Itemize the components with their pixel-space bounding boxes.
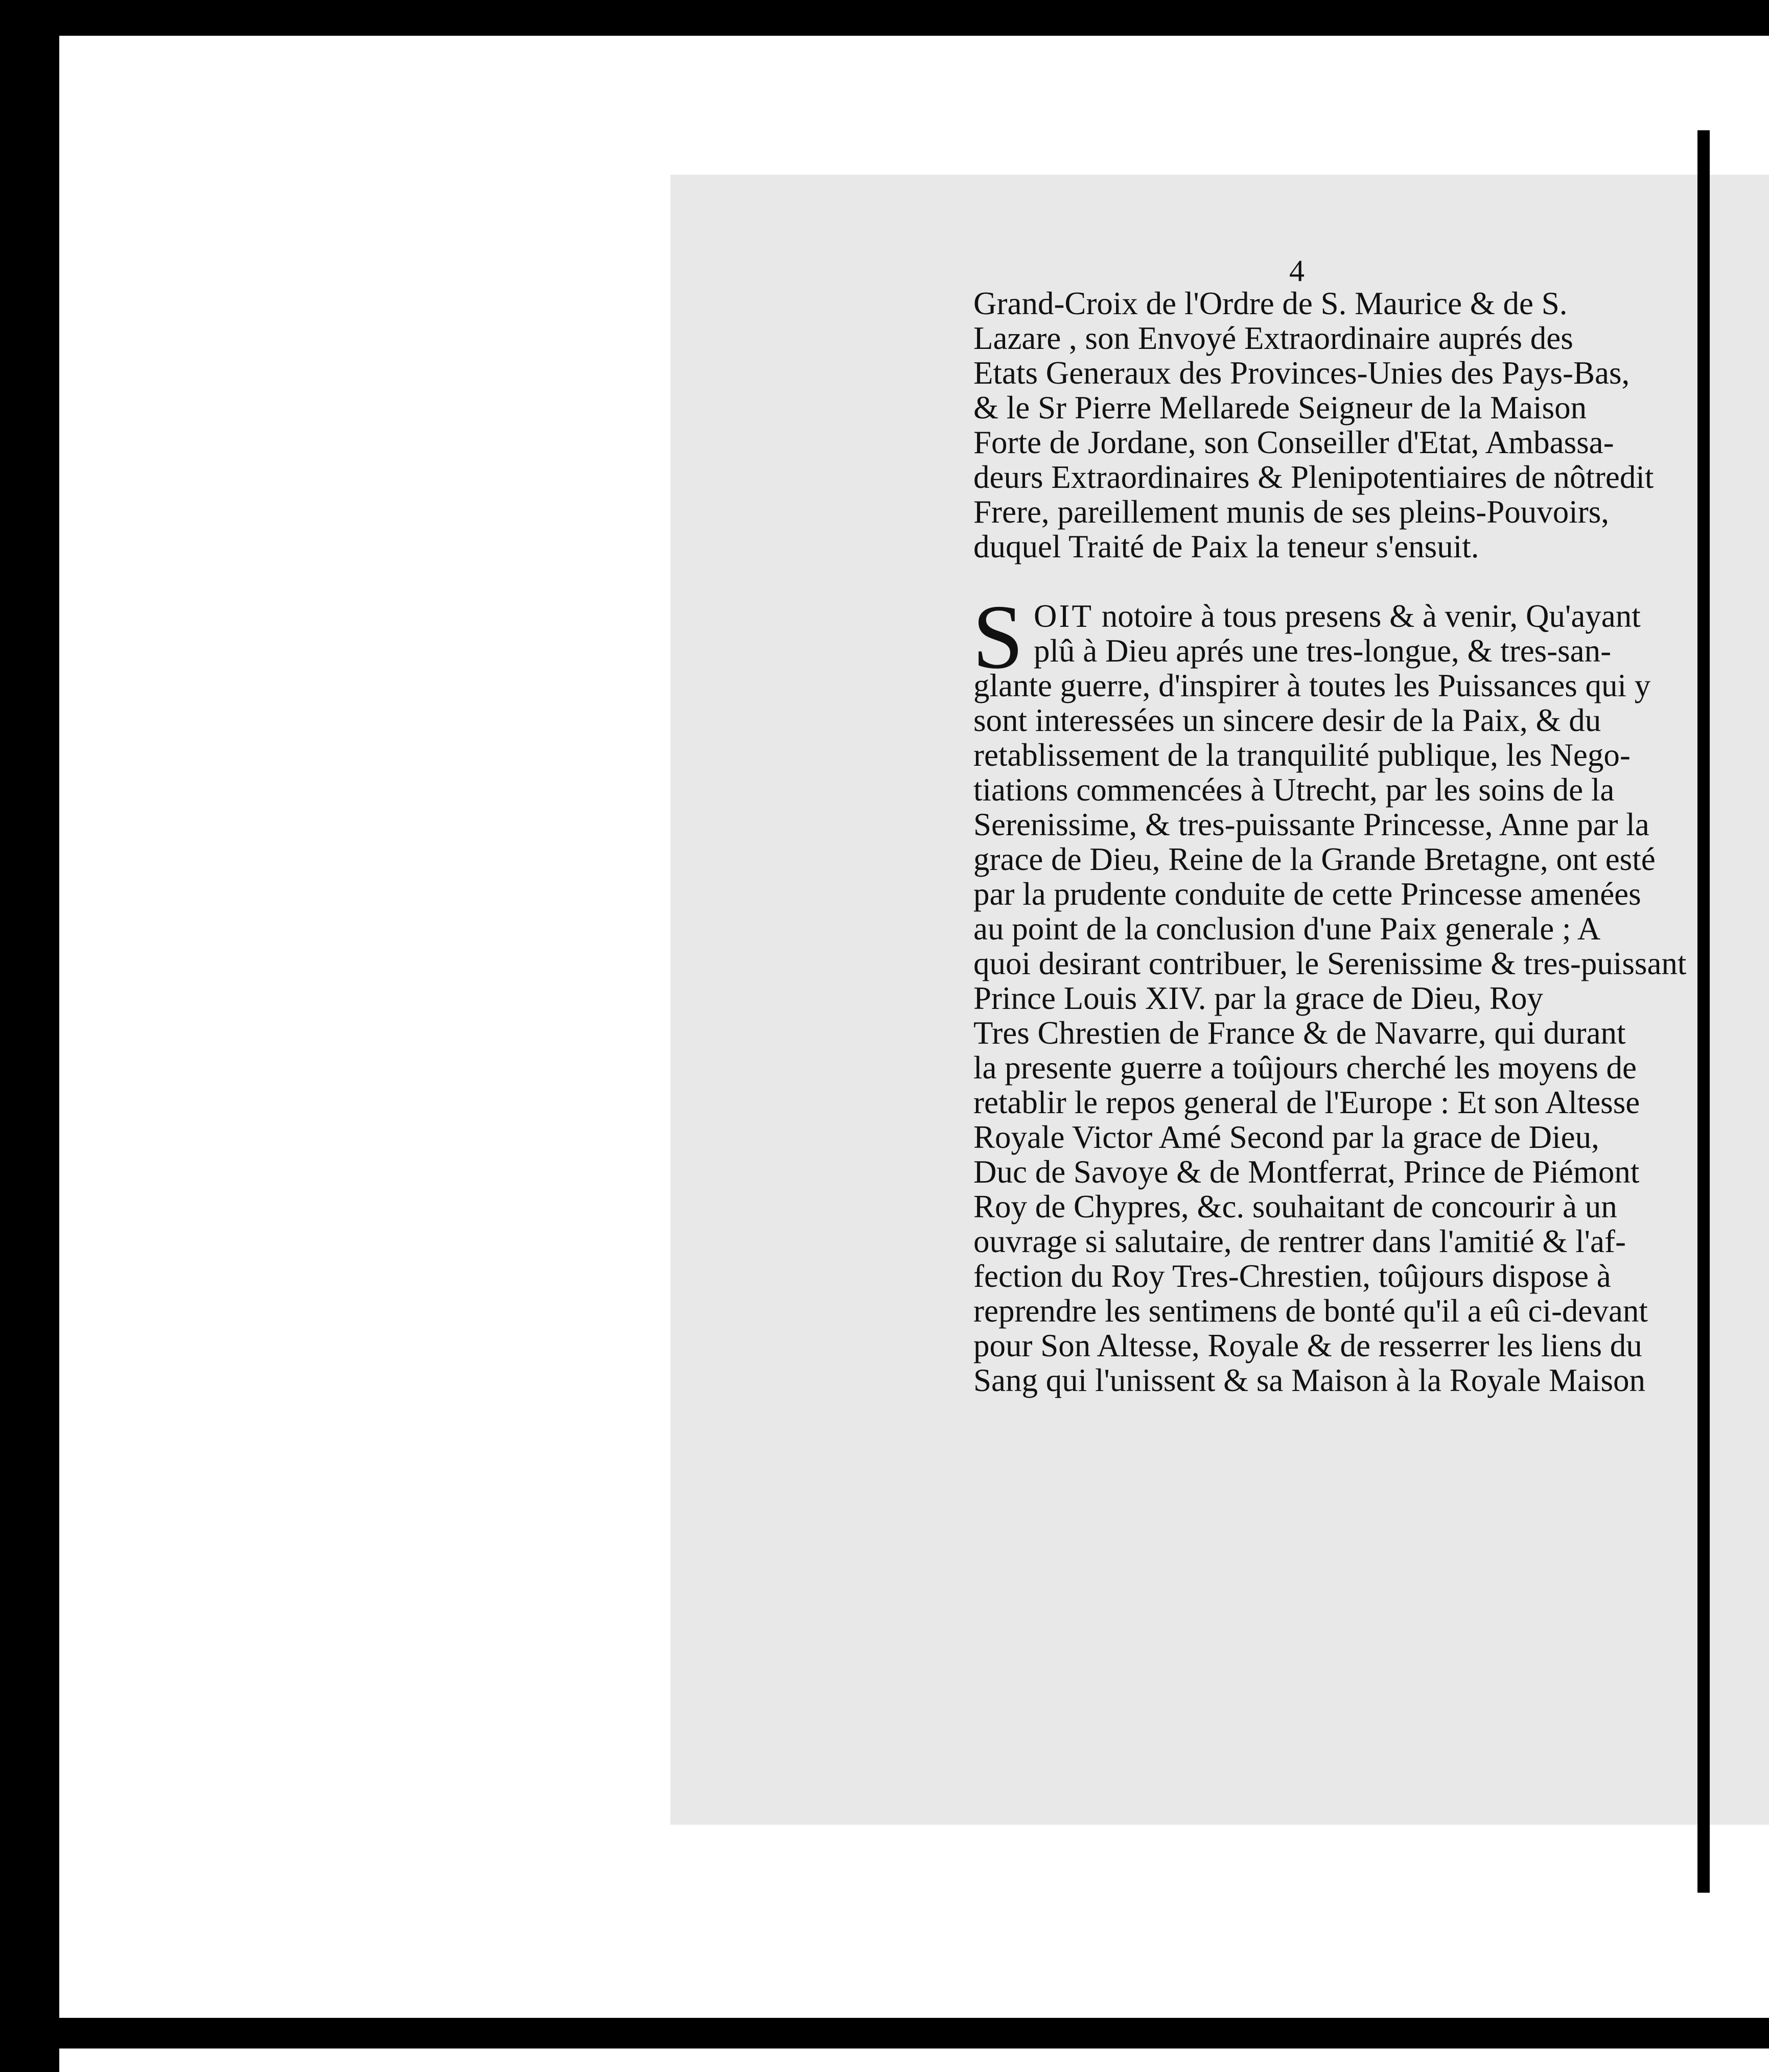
text-line: Grand-Croix de l'Ordre de S. Maurice & de S. bbox=[973, 286, 1568, 321]
next-page-strip bbox=[59, 2049, 1769, 2072]
text-line: Prince Louis XIV. par la grace de Dieu, Roy bbox=[973, 980, 1544, 1016]
text-line: & le Sr Pierre Mellarede Seigneur de la Maison bbox=[973, 390, 1587, 426]
text-line bbox=[973, 599, 1714, 633]
text-line: retablissement de la tranquilité publique, les Nego- bbox=[973, 737, 1631, 773]
text-line: quoi desirant contribuer, le Serenissime & tres-puissant bbox=[973, 946, 1687, 981]
text-line: Forte de Jordane, son Conseiller d'Etat, Ambassa- bbox=[973, 425, 1614, 460]
paragraph bbox=[972, 586, 1714, 1398]
text-line: fection du Roy Tres-Chrestien, toûjours dispose à bbox=[973, 1258, 1611, 1294]
text-line: glante guerre, d'inspirer à toutes les Puissances qui y bbox=[973, 668, 1651, 703]
page-number: 4 bbox=[1289, 254, 1305, 288]
document-text bbox=[972, 254, 1714, 1398]
first-word-caps: OIT bbox=[1034, 598, 1093, 634]
text-line: Royale Victor Amé Second par la grace de Dieu, bbox=[973, 1119, 1599, 1155]
paragraph-gap bbox=[973, 564, 1714, 599]
text-line-rest: notoire à tous presens & à venir, Qu'ayant bbox=[1101, 598, 1641, 634]
text-line: Duc de Savoye & de Montferrat, Prince de Piémont bbox=[973, 1154, 1640, 1190]
text-line: Lazare , son Envoyé Extraordinaire auprés des bbox=[973, 320, 1573, 356]
text-line: plû à Dieu aprés une tres-longue, & tres-san- bbox=[1034, 633, 1612, 669]
text-line: Frere, pareillement munis de ses pleins-Pouvoirs, bbox=[973, 494, 1610, 530]
text-line: duquel Traité de Paix la teneur s'ensuit. bbox=[973, 529, 1479, 564]
text-line: tiations commencées à Utrecht, par les soins de la bbox=[973, 772, 1615, 808]
text-line: grace de Dieu, Reine de la Grande Bretagne, ont esté bbox=[973, 841, 1656, 877]
text-line: Serenissime, & tres-puissante Princesse, Anne par la bbox=[973, 807, 1649, 842]
text-line: retablir le repos general de l'Europe : Et son Altesse bbox=[973, 1085, 1640, 1120]
drop-capital: S bbox=[972, 586, 1024, 688]
text-line: par la prudente conduite de cette Princesse amenées bbox=[973, 876, 1641, 912]
text-line: Roy de Chypres, &c. souhaitant de concourir à un bbox=[973, 1189, 1617, 1225]
text-line: la presente guerre a toûjours cherché les moyens de bbox=[973, 1050, 1637, 1086]
text-line: deurs Extraordinaires & Plenipotentiaires de nôtredit bbox=[973, 459, 1654, 495]
text-line: reprendre les sentimens de bonté qu'il a eû ci-devant bbox=[973, 1293, 1648, 1329]
text-line: Etats Generaux des Provinces-Unies des Pays-Bas, bbox=[973, 355, 1630, 391]
text-line: Sang qui l'unissent & sa Maison à la Royale Maison bbox=[973, 1362, 1645, 1398]
text-line: au point de la conclusion d'une Paix generale ; A bbox=[973, 911, 1601, 947]
text-line: ouvrage si salutaire, de rentrer dans l'amitié & l'af- bbox=[973, 1223, 1626, 1259]
text-line: pour Son Altesse, Royale & de resserrer les liens du bbox=[973, 1328, 1642, 1363]
text-line: Tres Chrestien de France & de Navarre, qui durant bbox=[973, 1015, 1626, 1051]
text-line: sont interessées un sincere desir de la Paix, & du bbox=[973, 702, 1601, 738]
